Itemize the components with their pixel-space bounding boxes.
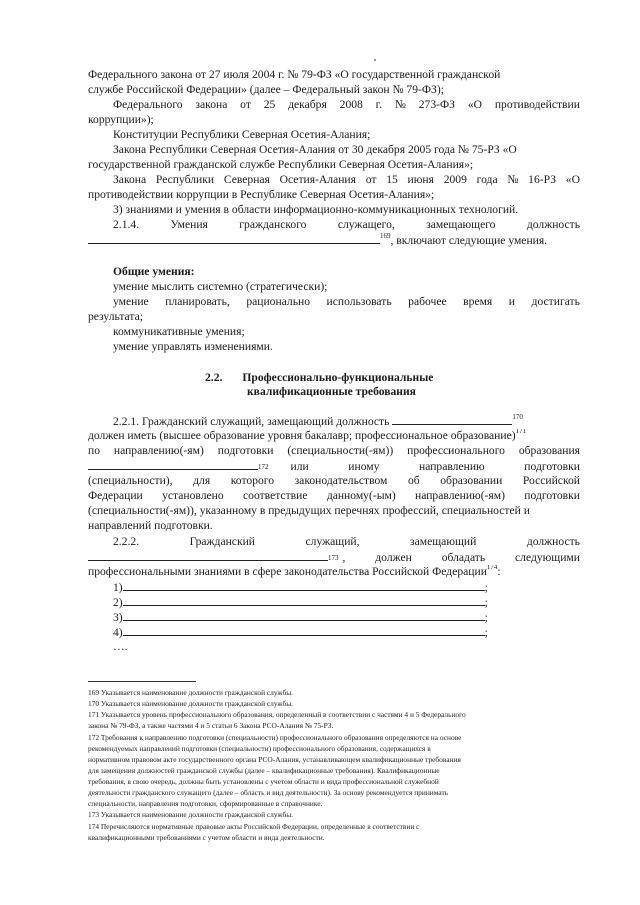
footnote-ref: 174 (486, 565, 498, 572)
word: июня (407, 173, 434, 186)
text-fragment: ; (484, 596, 488, 609)
item-number: 3) (113, 611, 123, 624)
footnote-172-cont: для замещения должностей гражданской службы (далее – квалификационные требования). Квалификационные (88, 766, 440, 775)
word: 2.2.2. (113, 535, 140, 548)
word: подготовки (524, 460, 580, 473)
word: «О (565, 173, 580, 186)
word: Республики (155, 173, 215, 186)
word: от (365, 173, 377, 186)
word: № (507, 173, 519, 186)
word: 2008 (339, 98, 363, 111)
word: замещающего (426, 218, 496, 231)
text-line-justified (113, 98, 580, 112)
blank-fill-line (123, 625, 485, 636)
word: , (342, 551, 346, 564)
text-fragment: должен иметь (высшее образование уровня бакалавр; профессиональное образование) (88, 429, 516, 442)
footnote-172-cont: рекомендуемых направлений подготовки (специальности) профессионального образования, содержащихся в (88, 744, 431, 753)
word: достигать (531, 295, 580, 308)
blank-fill-line (123, 595, 485, 606)
word: обладать (441, 551, 486, 564)
numbered-blank-item (113, 595, 580, 610)
word: об (407, 474, 420, 487)
footnote-ref: 169 (380, 233, 391, 241)
text-line: $^{173}$ , должен обладать следующими (88, 550, 580, 565)
list-item: умение мыслить системно (стратегически); (113, 280, 328, 293)
text-line (88, 429, 580, 443)
text-line: результата; (88, 310, 143, 323)
numbered-blank-item (113, 610, 580, 625)
word: использовать (326, 295, 392, 308)
word: время (463, 295, 493, 308)
word: профессионального (407, 444, 505, 457)
text-line: государственной гражданской службе Республики Северная Осетия-Алания»; (88, 158, 474, 171)
word: 25 (263, 98, 276, 111)
blank-fill-line (88, 550, 328, 561)
text-fragment: , включают следующие умения. (390, 234, 548, 247)
general-skills-heading: Общие умения: (113, 265, 195, 278)
word: по (88, 444, 101, 457)
footnote-ref: 170 (512, 414, 523, 422)
word: для (193, 474, 211, 487)
word: направлению(-ям) (113, 444, 204, 457)
footnote-171-cont: закона № 79-ФЗ, а также частями 4 и 5 статьи 6 Закона РСО-Алания № 75-РЗ. (88, 721, 334, 730)
footnote-172-cont: нормативном правовом акте государственного органа РСО-Алания, устанавливающем квалификационные требования (88, 755, 461, 764)
word: иному (348, 460, 380, 473)
list-item: коммуникативные умения; (113, 325, 245, 338)
blank-fill-line (88, 233, 380, 244)
footnote-172-cont: требования, в свою очередь, должны быть установлены с учетом области и вида профессиональной служебной (88, 777, 439, 786)
blank-fill-line (123, 610, 485, 621)
text-line: 3) знаниями и умения в области информационно-коммуникационных технологий. (113, 203, 519, 216)
section-heading (205, 371, 580, 385)
section-number: 2.2. (205, 371, 223, 384)
word: 273-ФЗ (418, 98, 455, 111)
word: г. (375, 98, 383, 111)
text-line-justified (113, 295, 580, 309)
footnote-ref: 171 (515, 429, 527, 436)
footnote-174: 174 Перечисляются нормативные правовые акты Российской Федерации, определенные в соответствии с (88, 822, 420, 831)
word: Осетия-Алания (279, 173, 356, 186)
word: и (508, 295, 516, 308)
item-number: 4) (113, 626, 123, 639)
word: Закона (113, 173, 147, 186)
text-line: Конституции Республики Северная Осетия-Алания; (113, 128, 371, 141)
text-line: Закона Республики Северная Осетия-Алания от 30 декабря 2005 года № 75-РЗ «О (113, 143, 517, 156)
text-line-justified (113, 535, 580, 549)
word: Северная (223, 173, 270, 186)
text-line (113, 414, 580, 429)
text-line: службе Российской Федерации» (далее – Федеральный закон № 79-ФЗ); (88, 83, 444, 96)
word: образовании (440, 474, 503, 487)
text-line-justified (88, 444, 580, 458)
footnote-174-cont: квалификационными требованиями с учетом области и вида деятельности. (88, 833, 325, 842)
word: от (240, 98, 251, 111)
text-line (88, 233, 580, 248)
word: образования (518, 444, 580, 457)
word: подготовки (217, 444, 274, 457)
word: 2.1.4. (113, 218, 140, 231)
text-fragment: ; (484, 581, 488, 594)
blank-fill-line (88, 459, 258, 470)
word: данному(-ым) (326, 489, 396, 502)
word: должен (375, 551, 412, 564)
text-fragment: 2.2.1. Гражданский служащий, замещающий должность (113, 415, 390, 428)
text-line: коррупции»); (88, 113, 154, 126)
word: 2009 (443, 173, 467, 186)
text-line-justified (113, 173, 580, 187)
word: года (476, 173, 498, 186)
scan-speck (374, 59, 376, 61)
word: Умения (170, 218, 208, 231)
section-title-line2: квалификационные требования (247, 385, 416, 398)
text-line (88, 565, 580, 579)
text-fragment: ; (484, 611, 488, 624)
text-line-justified (88, 474, 580, 488)
word: № (394, 98, 406, 111)
footnote-170: 170 Указывается наименование должности гражданской службы. (88, 699, 294, 708)
word: «О (467, 98, 482, 111)
section-title: Профессионально-функциональные (242, 371, 434, 384)
word: умение (113, 295, 149, 308)
footnote-171: 171 Указывается уровень профессионального образования, определенный в соответствии с частями 4 и 5 Федерального (88, 710, 466, 719)
text-line: $^{172}$ или иному направлению подготовки (88, 459, 580, 474)
item-number: 2) (113, 596, 123, 609)
footnote-172-cont: специальности, направления подготовки, сформированные в справочнике. (88, 799, 323, 808)
word: или (290, 460, 309, 473)
word: следующими (515, 551, 580, 564)
blank-fill-line (392, 414, 512, 425)
footnote-173: 173 Указывается наименование должности гражданской службы. (88, 810, 294, 819)
footnote-169: 169 Указывается наименование должности гражданской службы. (88, 688, 294, 697)
word: которого (230, 474, 275, 487)
word: Гражданский (189, 535, 255, 548)
word: противодействии (494, 98, 580, 111)
text-fragment: ; (484, 626, 488, 639)
ellipsis: …. (113, 640, 128, 653)
word: соответствие (243, 489, 308, 502)
word: 15 (386, 173, 398, 186)
text-line: Федерального закона от 27 июля 2004 г. № 79-ФЗ «О государственной гражданской (88, 68, 501, 81)
word: (специальности(-ям)) (287, 444, 394, 457)
word: законодательством (294, 474, 388, 487)
numbered-blank-item (113, 580, 580, 595)
word: 16-РЗ (528, 173, 557, 186)
footnote-172: 172 Требования к направлению подготовки (специальности) профессионального образования определяются на основе (88, 733, 462, 742)
text-fragment: : (497, 565, 501, 578)
numbered-blank-item (113, 625, 580, 640)
word: установлено (162, 489, 224, 502)
text-line: противодействии коррупции в Республике Северная Осетия-Алания»; (88, 188, 435, 201)
blank-fill-line (123, 580, 485, 591)
word: Российской (522, 474, 580, 487)
text-line-justified (113, 218, 580, 232)
word: подготовки (524, 489, 580, 502)
text-line: направлений подготовки. (88, 519, 213, 532)
word: служащего, (337, 218, 395, 231)
word: рационально (246, 295, 310, 308)
word: служащий, (305, 535, 360, 548)
word: должность (526, 218, 580, 231)
word: направлению(-ям) (415, 489, 505, 502)
list-item: умение управлять изменениями. (113, 340, 273, 353)
footnote-separator (88, 681, 196, 682)
word: направлению (419, 460, 485, 473)
word: замещающий (410, 535, 477, 548)
text-line: (специальности(-ям)), указанному в предыдущих перечнях профессий, специальностей и (88, 504, 530, 517)
item-number: 1) (113, 581, 123, 594)
word: декабря (288, 98, 327, 111)
word: Федерации (88, 489, 143, 502)
text-fragment: профессиональными знаниями в сфере законодательства Российской Федерации (88, 565, 487, 578)
word: гражданского (239, 218, 307, 231)
word: должность (526, 535, 580, 548)
word: закона (195, 98, 228, 111)
text-line-justified (88, 489, 580, 503)
word: (специальности), (88, 474, 173, 487)
text-fragment-justified (291, 460, 581, 474)
footnote-172-cont: деятельности гражданского служащего (далее – область и вид деятельности). За основу рекомендуется принимать (88, 788, 449, 797)
text-fragment-justified (343, 551, 581, 565)
word: Федерального (113, 98, 183, 111)
word: планировать, (165, 295, 230, 308)
word: рабочее (408, 295, 447, 308)
